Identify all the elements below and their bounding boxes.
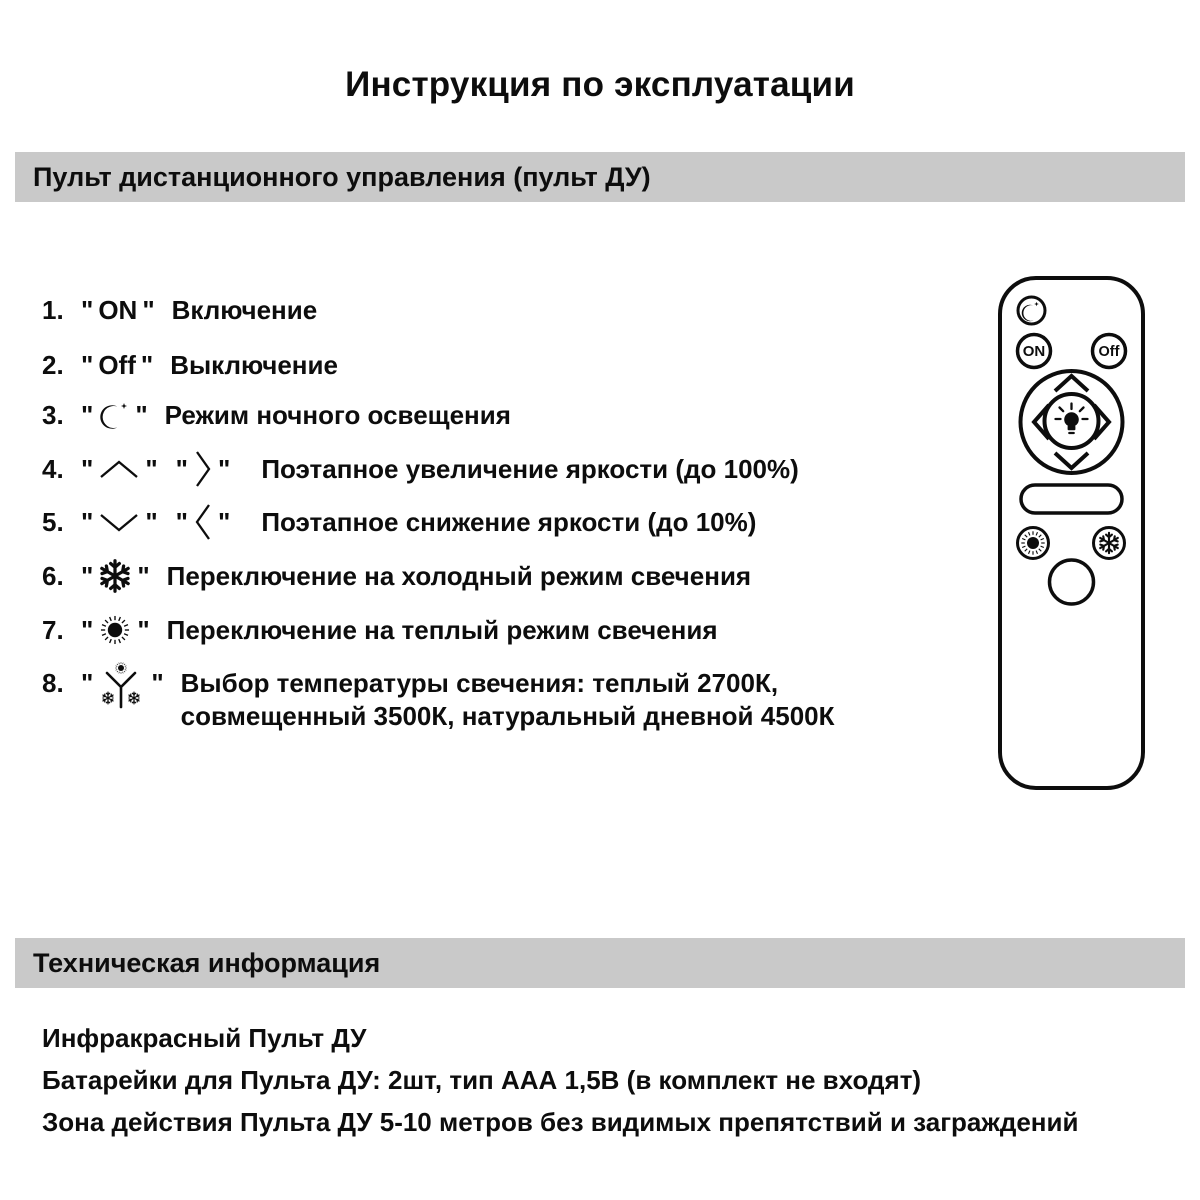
quote-mark: " — [142, 295, 155, 325]
remote-on-label: ON — [1022, 343, 1046, 360]
remote-warm-mode-button — [1018, 528, 1049, 559]
quote-mark: " — [217, 454, 231, 484]
quote-mark: " — [81, 507, 94, 537]
tech-line-batteries: Батарейки для Пульта ДУ: 2шт, тип ААА 1,5В (в комплект не входят) — [42, 1065, 922, 1095]
remote-off-label: Off — [1098, 344, 1120, 360]
angle-bracket-left-icon — [193, 501, 213, 543]
item-number: 7. — [42, 615, 64, 645]
item-label: Поэтапное снижение яркости (до 10%) — [261, 507, 757, 537]
item-label: Выключение — [170, 350, 338, 380]
quote-mark: " — [137, 561, 150, 591]
tech-line-range: Зона действия Пульта ДУ 5-10 метров без видимых препятствий и заграждений — [42, 1107, 1079, 1137]
chevron-down-icon — [98, 510, 140, 534]
item-number: 5. — [42, 507, 64, 537]
item-number: 4. — [42, 454, 64, 484]
item-label — [181, 667, 835, 733]
quote-mark: " — [135, 400, 148, 430]
page-title: Инструкция по эксплуатации — [345, 65, 855, 104]
instruction-item-night-mode — [42, 399, 511, 431]
section-header-tech-label: Техническая информация — [33, 947, 381, 978]
on-button-label: ON — [98, 295, 138, 325]
item-number: 8. — [42, 668, 64, 698]
instruction-item-cold-mode — [42, 560, 751, 592]
quote-mark: " — [81, 668, 94, 698]
quote-mark: " — [140, 350, 154, 380]
quote-mark: " — [81, 615, 94, 645]
quote-mark: " — [151, 668, 164, 698]
item-label: Поэтапное увеличение яркости (до 100%) — [261, 454, 799, 484]
instruction-item-off — [42, 349, 338, 381]
item-number: 6. — [42, 561, 64, 591]
item-label: Переключение на теплый режим свечения — [166, 615, 718, 645]
chevron-up-icon — [98, 457, 140, 481]
item-number: 1. — [42, 295, 64, 325]
instruction-item-warm-mode — [42, 614, 718, 646]
quote-mark: " — [145, 507, 158, 537]
remote-control-illustration — [985, 270, 1160, 800]
quote-mark: " — [175, 507, 188, 537]
tech-line-remote-type: Инфракрасный Пульт ДУ — [42, 1023, 367, 1053]
quote-mark: " — [81, 295, 94, 325]
color-temperature-select-icon — [98, 660, 146, 718]
quote-mark: " — [217, 507, 231, 537]
quote-mark: " — [81, 350, 94, 380]
quote-mark: " — [175, 454, 188, 484]
off-button-label: Off — [98, 350, 136, 380]
section-header-remote — [15, 152, 1185, 202]
instruction-item-color-temperature — [42, 660, 834, 733]
instruction-item-brightness-down — [42, 506, 756, 538]
quote-mark: " — [81, 400, 94, 430]
section-header-remote-label: Пульт дистанционного управления (пульт ДУ) — [33, 161, 651, 192]
quote-mark: " — [145, 454, 158, 484]
item-label: Режим ночного освещения — [164, 400, 511, 430]
angle-bracket-right-icon — [193, 448, 213, 490]
crescent-moon-icon — [98, 399, 130, 431]
item-label-line-2: совмещенный 3500К, натуральный дневной 4500К — [180, 701, 835, 731]
item-number: 2. — [42, 350, 64, 380]
item-label: Переключение на холодный режим свечения — [166, 561, 752, 591]
item-label-line-1: Выбор температуры свечения: теплый 2700К, — [180, 668, 779, 698]
quote-mark: " — [137, 615, 150, 645]
snowflake-icon — [98, 559, 132, 593]
item-label: Включение — [171, 295, 318, 325]
quote-mark: " — [81, 561, 94, 591]
instruction-item-brightness-up — [42, 453, 799, 485]
item-number: 3. — [42, 400, 64, 430]
quote-mark: " — [81, 454, 94, 484]
warm-sun-icon — [98, 613, 132, 647]
instruction-item-on — [42, 294, 317, 326]
section-header-tech — [15, 938, 1185, 988]
